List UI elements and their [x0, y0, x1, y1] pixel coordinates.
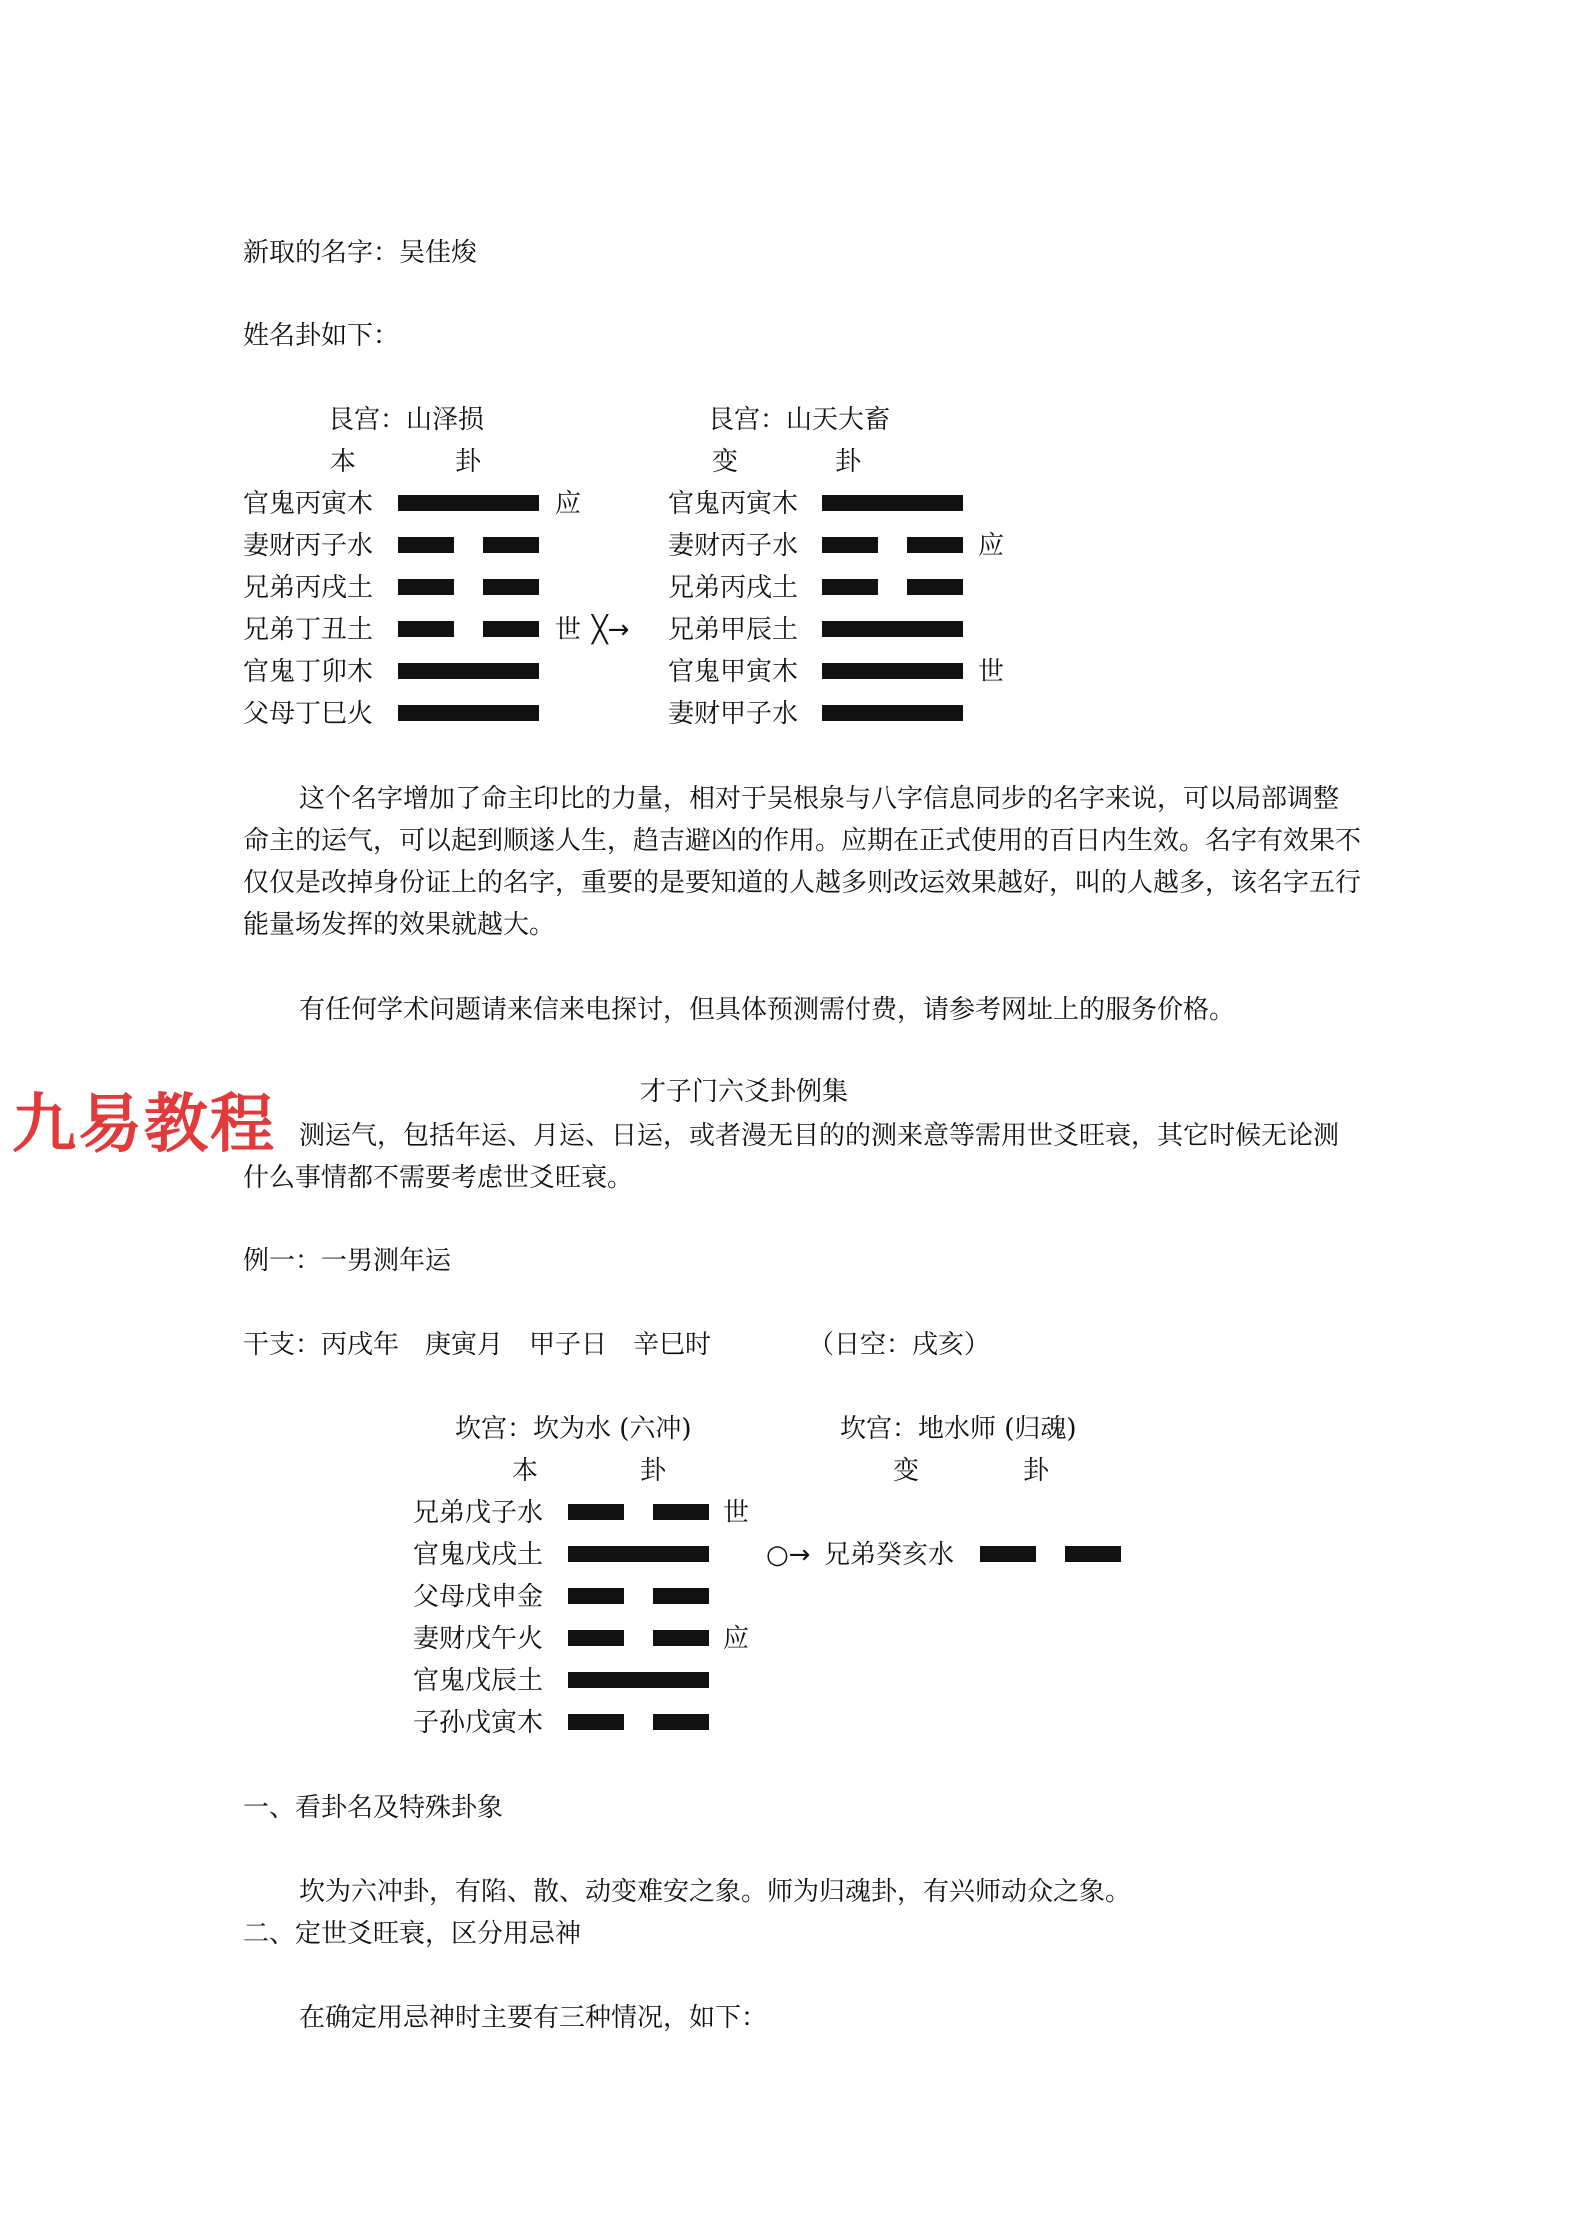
yang-segment — [822, 495, 963, 511]
section2-text: 在确定用忌神时主要有三种情况，如下： — [299, 2003, 768, 2033]
hex1-ben-label: 父母丁巳火 — [243, 699, 374, 729]
hex1-bian-label: 官鬼丙寅木 — [668, 489, 799, 519]
hex1-bian-label: 官鬼甲寅木 — [668, 657, 799, 687]
section1-title: 一、看卦名及特殊卦象 — [243, 1793, 504, 1823]
hex2-ben-label: 妻财戊午火 — [413, 1624, 544, 1654]
hex1-bian-char2: 卦 — [835, 447, 862, 477]
hex2-ben-yao — [568, 1504, 709, 1520]
new-name-line: 新取的名字：吴佳焌 — [243, 238, 478, 268]
hex2-changed-yao — [980, 1546, 1121, 1562]
hex2-ben-yao — [568, 1588, 709, 1604]
hex2-bian-title: 坎宫：地水师 (归魂) — [840, 1414, 1077, 1444]
yang-segment — [568, 1672, 709, 1688]
hex2-changed-label: 兄弟癸亥水 — [824, 1540, 955, 1570]
yin-segment — [398, 621, 454, 637]
yin-segment — [483, 537, 539, 553]
yin-segment — [653, 1504, 709, 1520]
consult-note: 有任何学术问题请来信来电探讨，但具体预测需付费，请参考网址上的服务价格。 — [299, 995, 1236, 1025]
yin-segment — [822, 537, 878, 553]
moving-line-arrow: ○→ — [766, 1540, 811, 1570]
hex1-ben-yao — [398, 495, 539, 511]
hex2-ben-label: 官鬼戊辰土 — [413, 1666, 544, 1696]
yin-segment — [907, 579, 963, 595]
hex1-ben-title: 艮宫：山泽损 — [328, 405, 485, 435]
yin-segment — [822, 579, 878, 595]
moving-line-arrow: ╳→ — [592, 615, 630, 645]
watermark-logo: 九易教程 — [12, 1088, 276, 1162]
yang-segment — [822, 705, 963, 721]
hex1-ben-label: 官鬼丙寅木 — [243, 489, 374, 519]
gua-intro-line: 姓名卦如下： — [243, 321, 400, 351]
rikong-line: （日空：戌亥） — [808, 1330, 991, 1360]
ganzhi-line: 干支：丙戌年 庚寅月 甲子日 辛巳时 — [243, 1330, 712, 1360]
hex1-ben-yao — [398, 579, 539, 595]
yin-segment — [980, 1546, 1036, 1562]
hex1-bian-label: 兄弟丙戌土 — [668, 573, 799, 603]
yang-segment — [568, 1546, 709, 1562]
hex1-bian-yao — [822, 705, 963, 721]
hex2-ben-yao — [568, 1546, 709, 1562]
hex2-ben-yao — [568, 1630, 709, 1646]
yin-segment — [398, 579, 454, 595]
yin-segment — [398, 537, 454, 553]
yin-segment — [653, 1630, 709, 1646]
hex1-ben-mark: 世 — [555, 615, 582, 645]
hex1-bian-yao — [822, 537, 963, 553]
hex1-ben-label: 官鬼丁卯木 — [243, 657, 374, 687]
hex2-ben-title: 坎宫：坎为水 (六冲) — [455, 1414, 692, 1444]
yin-segment — [653, 1714, 709, 1730]
hex1-bian-label: 兄弟甲辰土 — [668, 615, 799, 645]
hex1-bian-label: 妻财丙子水 — [668, 531, 799, 561]
hex1-ben-char2: 卦 — [455, 447, 482, 477]
hex2-ben-yao — [568, 1714, 709, 1730]
example-title: 例一：一男测年运 — [243, 1246, 452, 1276]
yang-segment — [398, 705, 539, 721]
yin-segment — [568, 1630, 624, 1646]
hex1-ben-yao — [398, 663, 539, 679]
yang-segment — [822, 621, 963, 637]
hex2-ben-label: 父母戊申金 — [413, 1582, 544, 1612]
yin-segment — [568, 1504, 624, 1520]
yang-segment — [398, 495, 539, 511]
explanation-paragraph: 这个名字增加了命主印比的力量，相对于吴根泉与八字信息同步的名字来说，可以局部调整命主的运气，可以起到顺遂人生，趋吉避凶的作用。应期在正式使用的百日内生效。名字有效果不仅仅是改掉身份证上的名字，重要的是要知道的人越多则改运效果越好，叫的人越多，该名字五行能量场发挥的效果就越大。 — [243, 784, 1362, 940]
yin-segment — [568, 1588, 624, 1604]
section1-text: 坎为六冲卦，有陷、散、动变难安之象。师为归魂卦，有兴师动众之象。 — [299, 1877, 1132, 1907]
hex1-bian-yao — [822, 495, 963, 511]
yang-segment — [398, 663, 539, 679]
hex1-bian-mark: 世 — [978, 657, 1005, 687]
yin-segment — [907, 537, 963, 553]
intro-paragraph: 测运气，包括年运、月运、日运，或者漫无目的的测来意等需用世爻旺衰，其它时候无论测什么事情都不需要考虑世爻旺衰。 — [243, 1121, 1340, 1193]
hex2-ben-yao — [568, 1672, 709, 1688]
hex1-bian-yao — [822, 579, 963, 595]
hex1-ben-yao — [398, 705, 539, 721]
yin-segment — [483, 621, 539, 637]
hex2-bian-char2: 卦 — [1023, 1456, 1050, 1486]
hex1-ben-yao — [398, 537, 539, 553]
hex1-bian-title: 艮宫：山天大畜 — [708, 405, 891, 435]
hex1-bian-label: 妻财甲子水 — [668, 699, 799, 729]
hex2-ben-mark: 世 — [723, 1498, 750, 1528]
hex1-ben-label: 兄弟丁丑土 — [243, 615, 374, 645]
section2-title: 二、定世爻旺衰，区分用忌神 — [243, 1919, 582, 1949]
yin-segment — [568, 1714, 624, 1730]
hex1-ben-yao — [398, 621, 539, 637]
hex1-ben-char1: 本 — [330, 447, 357, 477]
yin-segment — [483, 579, 539, 595]
hex2-ben-char1: 本 — [512, 1456, 539, 1486]
hex2-ben-label: 子孙戊寅木 — [413, 1708, 544, 1738]
hex2-ben-char2: 卦 — [640, 1456, 667, 1486]
hex1-bian-char1: 变 — [712, 447, 739, 477]
hex1-bian-yao — [822, 621, 963, 637]
hex1-bian-mark: 应 — [978, 531, 1005, 561]
yin-segment — [1065, 1546, 1121, 1562]
yang-segment — [822, 663, 963, 679]
hex2-ben-mark: 应 — [723, 1624, 750, 1654]
section-title: 才子门六爻卦例集 — [640, 1077, 849, 1107]
hex2-bian-char1: 变 — [893, 1456, 920, 1486]
hex2-ben-label: 官鬼戊戌土 — [413, 1540, 544, 1570]
yin-segment — [653, 1588, 709, 1604]
hex1-ben-label: 兄弟丙戌土 — [243, 573, 374, 603]
hex2-ben-label: 兄弟戊子水 — [413, 1498, 544, 1528]
hex1-ben-label: 妻财丙子水 — [243, 531, 374, 561]
hex1-ben-mark: 应 — [555, 489, 582, 519]
hex1-bian-yao — [822, 663, 963, 679]
